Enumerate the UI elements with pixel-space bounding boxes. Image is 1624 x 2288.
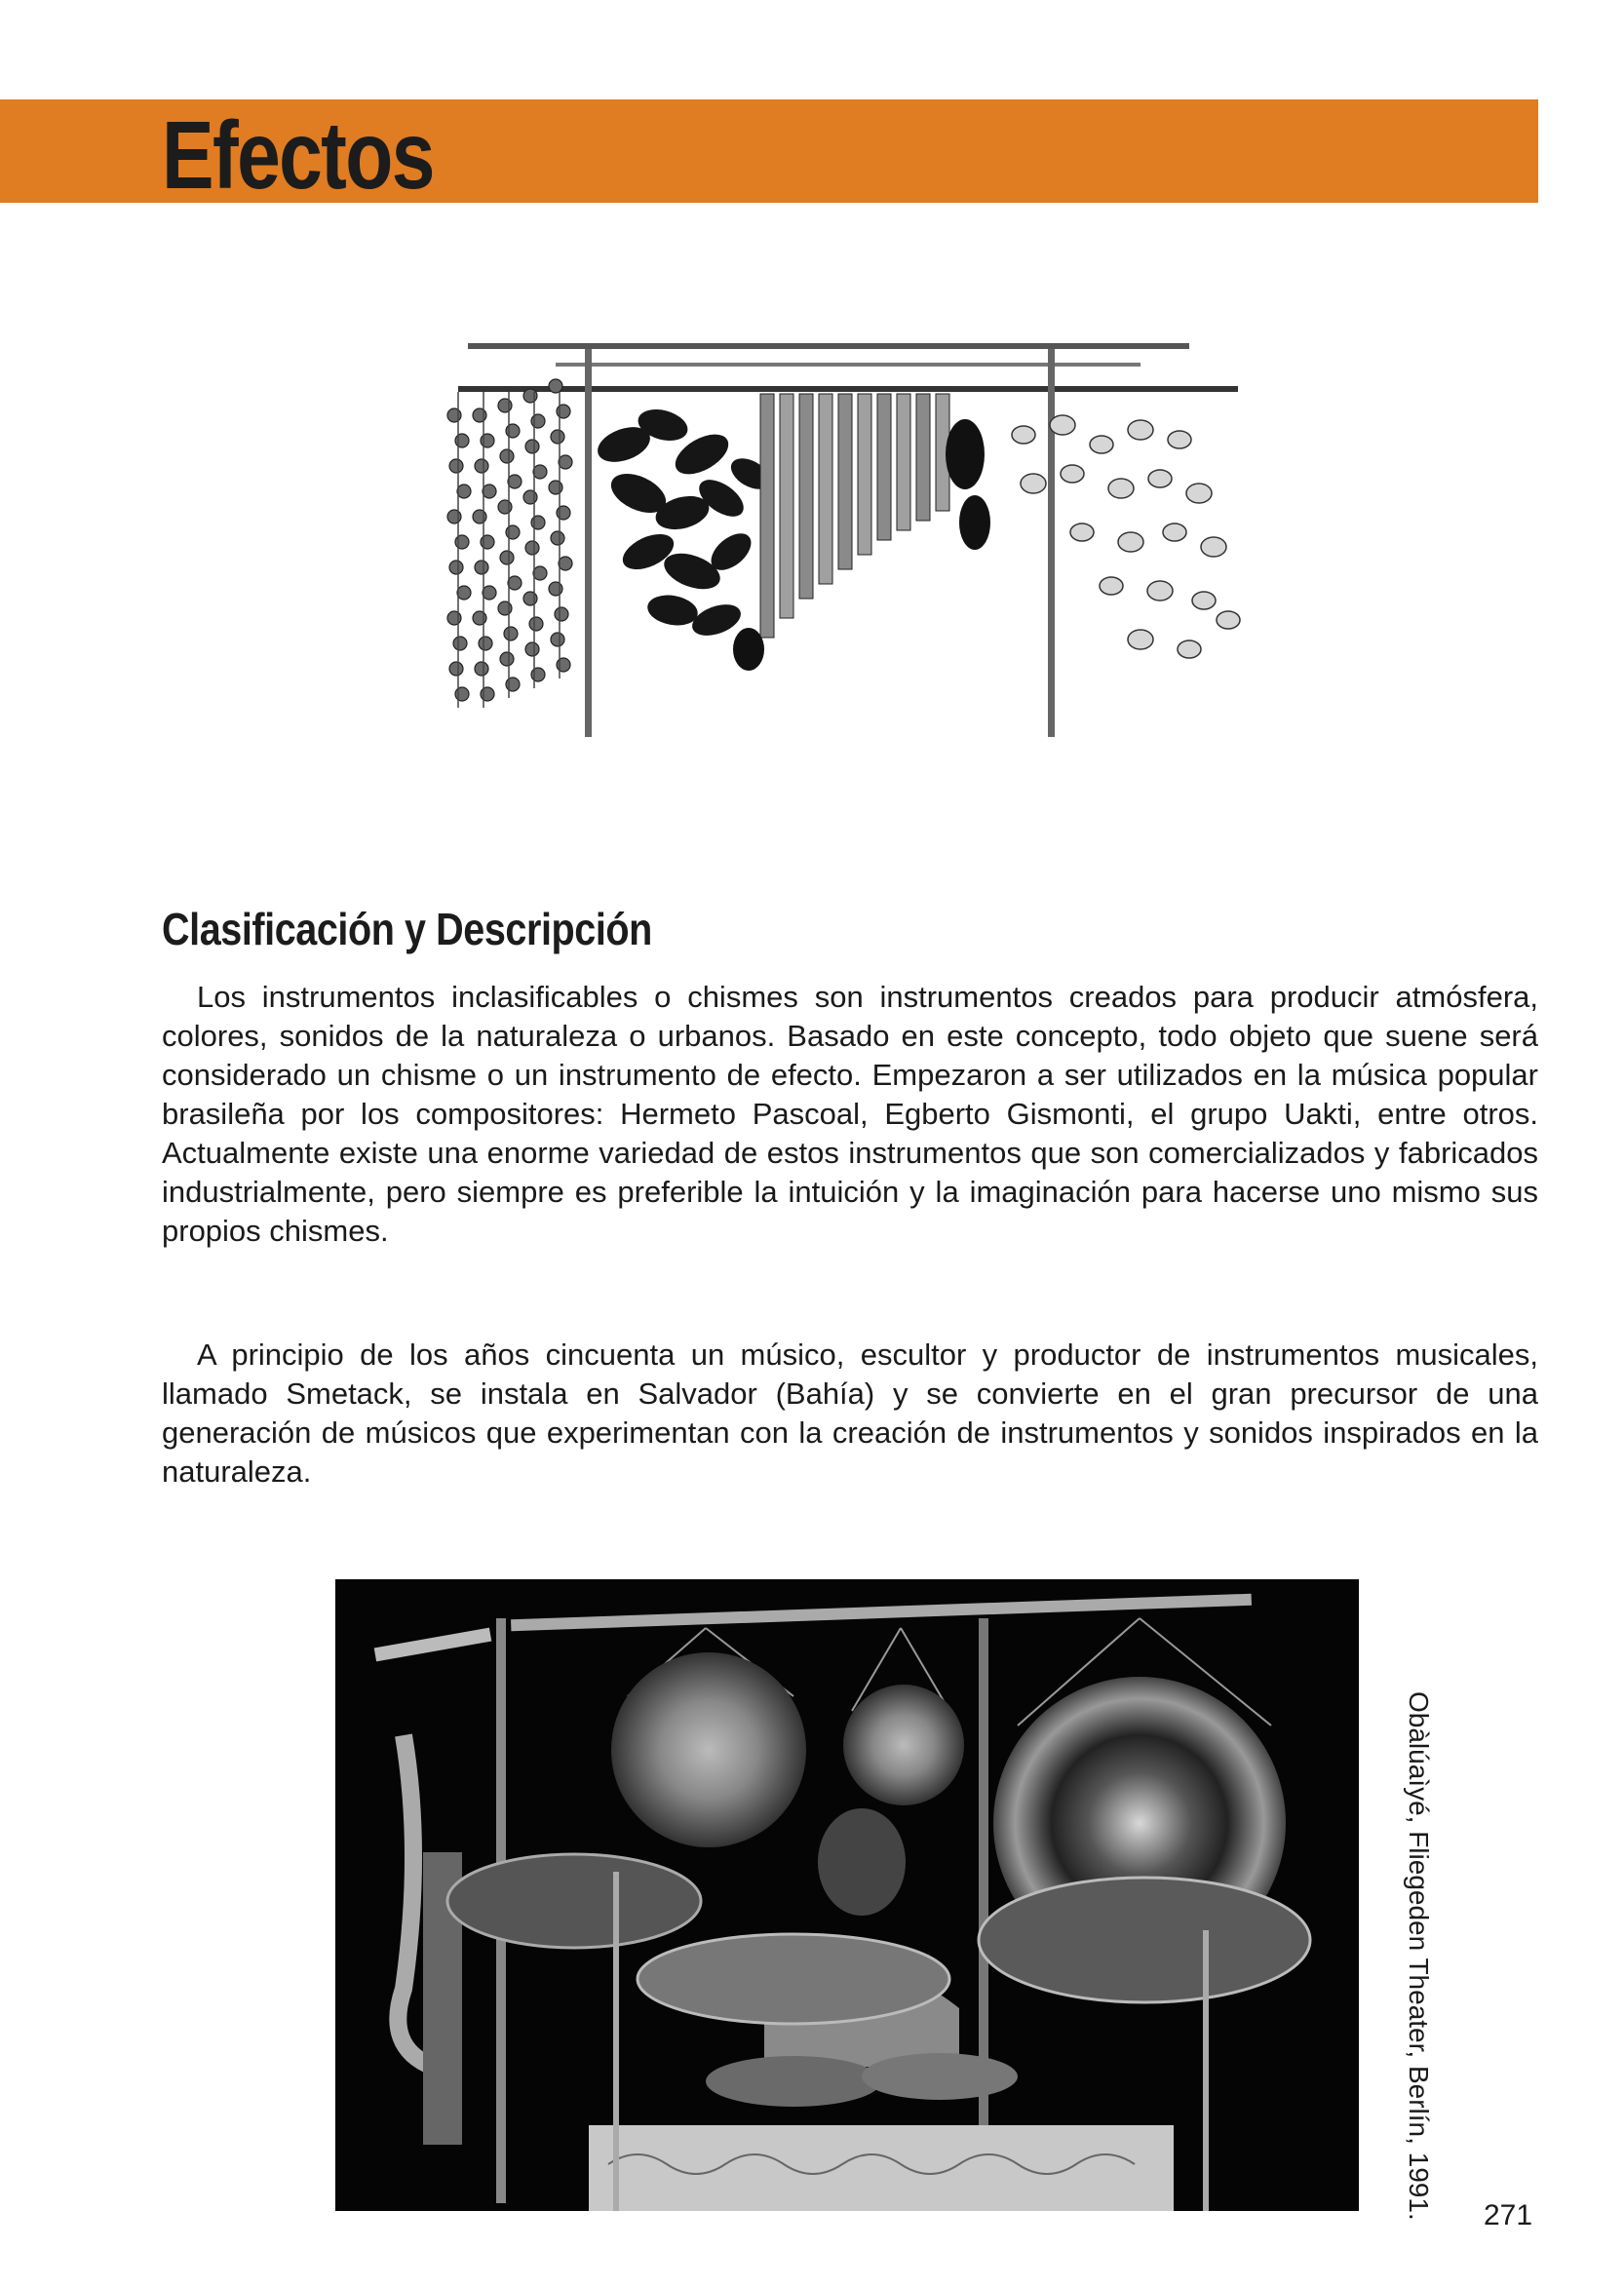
paragraph-2: A principio de los años cincuenta un músico, escultor y productor de instrumentos musicales, llamado Smetack, se instala en Salvador (Bahía) y se convierte en el gran precursor de una generación de músicos que experimentan con la creación de instrumentos y sonidos inspirados en la naturaleza. xyxy=(162,1338,1538,1489)
percussionist-photo xyxy=(335,1579,1359,2211)
section-heading: Clasificación y Descripción xyxy=(162,904,652,954)
paragraph-1: Los instrumentos inclasificables o chismes son instrumentos creados para producir atmósfera, colores, sonidos de la naturaleza o urbanos. Basado en este concepto, todo objeto que suene será considerado un chisme o un instrumento de efecto. Empezaron a ser utilizados en la música popular brasileña por los compositores: Hermeto Pascoal, Egberto Gismonti, el grupo Uakti, entre otros. Actualmente existe una enorme variedad de estos instrumentos que son comercializados y fabricados industrialmente, pero siempre es preferible la intuición y la imaginación para hacerse uno mismo sus propios chismes. xyxy=(162,980,1538,1248)
page-number: 271 xyxy=(1484,2199,1533,2231)
hanging-chimes-photo xyxy=(439,328,1257,737)
page-title: Efectos xyxy=(162,101,434,209)
photo-caption-text: Obàlúaìyé, Fliegeden Theater, Berlín, 1991. xyxy=(1404,1691,1434,2221)
photo-caption xyxy=(1404,1691,1436,2221)
